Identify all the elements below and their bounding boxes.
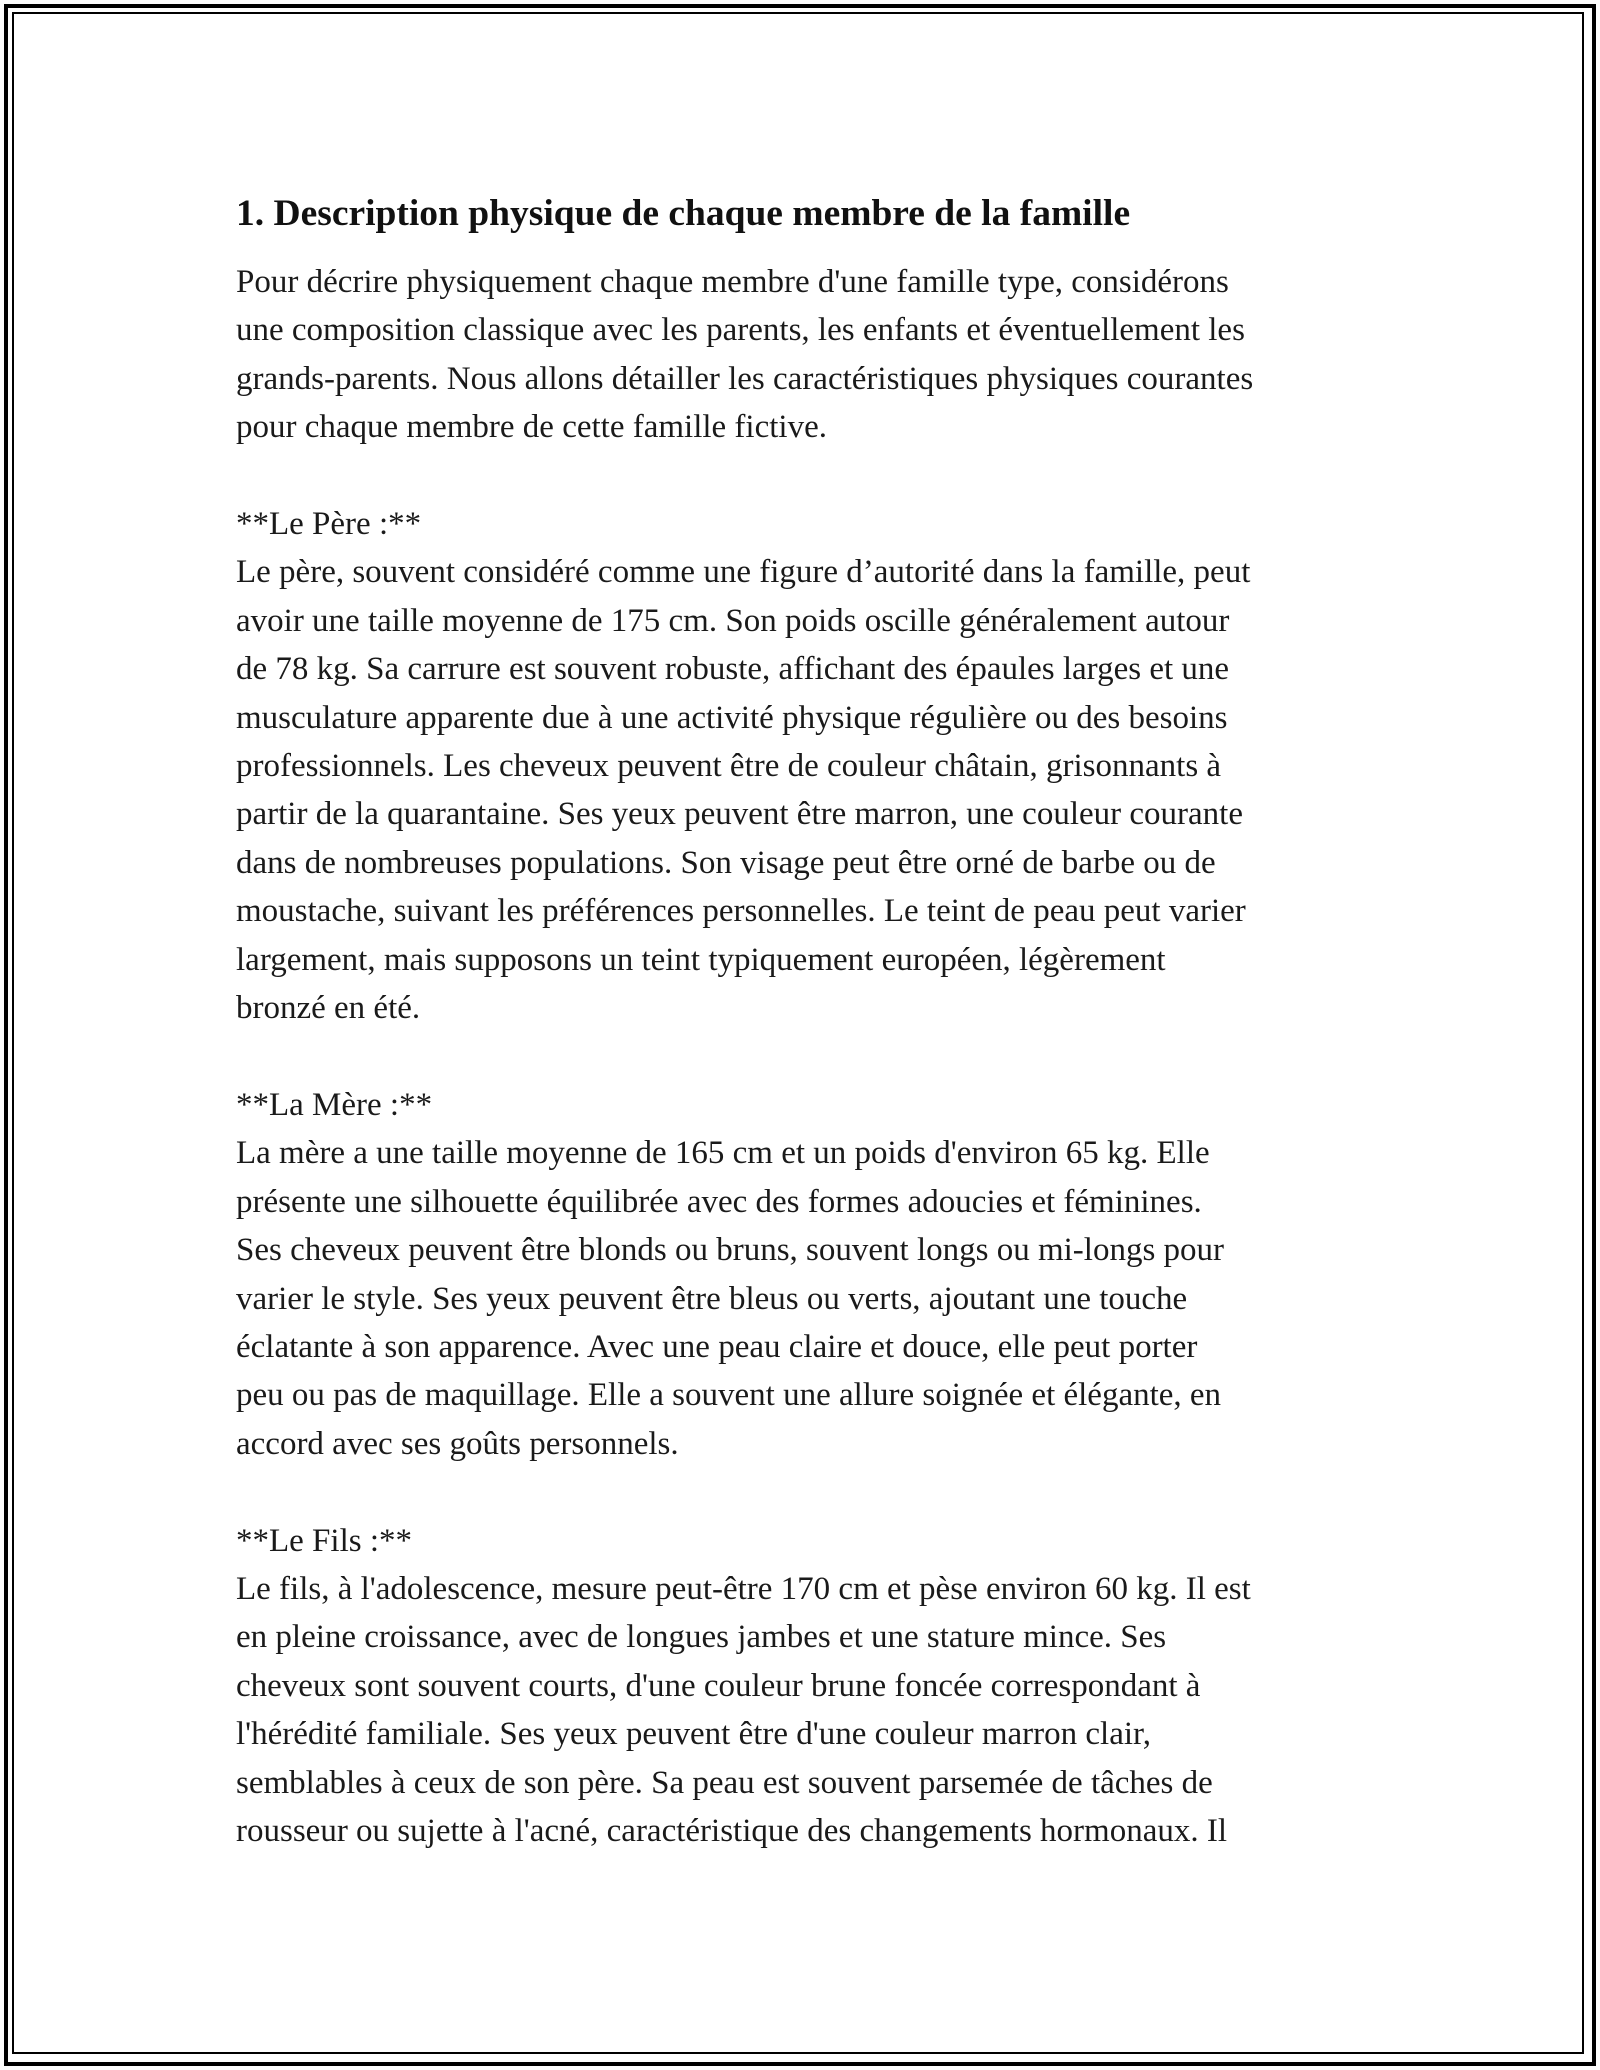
section-title: **La Mère :** bbox=[236, 1086, 433, 1123]
section-title: **Le Père :** bbox=[236, 506, 422, 543]
text-line: varier le style. Ses yeux peuvent être bleus ou verts, ajoutant une touche bbox=[236, 1280, 1188, 1317]
text-line: éclatante à son apparence. Avec une peau claire et douce, elle peut porter bbox=[236, 1328, 1198, 1365]
page-title: 1. Description physique de chaque membre de la famille bbox=[236, 193, 1131, 234]
section-title: **Le Fils :** bbox=[236, 1522, 413, 1559]
text-line: partir de la quarantaine. Ses yeux peuvent être marron, une couleur courante bbox=[236, 796, 1243, 833]
text-line: de 78 kg. Sa carrure est souvent robuste, affichant des épaules larges et une bbox=[236, 651, 1230, 688]
text-line: moustache, suivant les préférences personnelles. Le teint de peau peut varier bbox=[236, 893, 1246, 930]
text-line: largement, mais supposons un teint typiquement européen, légèrement bbox=[236, 941, 1166, 978]
text-line: pour chaque membre de cette famille fictive. bbox=[236, 409, 827, 446]
text-line: rousseur ou sujette à l'acné, caractéristique des changements hormonaux. Il bbox=[236, 1812, 1227, 1849]
text-line: dans de nombreuses populations. Son visage peut être orné de barbe ou de bbox=[236, 844, 1216, 881]
text-line: Le fils, à l'adolescence, mesure peut-être 170 cm et pèse environ 60 kg. Il est bbox=[236, 1570, 1251, 1607]
text-line: avoir une taille moyenne de 175 cm. Son poids oscille généralement autour bbox=[236, 602, 1230, 639]
section-fils bbox=[236, 1517, 1386, 1856]
intro-paragraph bbox=[236, 258, 1386, 452]
text-line: grands-parents. Nous allons détailler les caractéristiques physiques courantes bbox=[236, 360, 1254, 397]
text-line: Le père, souvent considéré comme une figure d’autorité dans la famille, peut bbox=[236, 554, 1251, 591]
text-line: l'hérédité familiale. Ses yeux peuvent être d'une couleur marron clair, bbox=[236, 1716, 1151, 1753]
document-body bbox=[236, 188, 1386, 1855]
paragraph-gap bbox=[236, 1468, 1386, 1516]
text-line: musculature apparente due à une activité physique régulière ou des besoins bbox=[236, 699, 1228, 736]
paragraph-gap bbox=[236, 452, 1386, 500]
paragraph-gap bbox=[236, 1032, 1386, 1080]
text-line: accord avec ses goûts personnels. bbox=[236, 1425, 679, 1462]
section-mere bbox=[236, 1081, 1386, 1468]
section-pere bbox=[236, 500, 1386, 1032]
text-line: une composition classique avec les parents, les enfants et éventuellement les bbox=[236, 312, 1245, 349]
text-line: La mère a une taille moyenne de 165 cm et un poids d'environ 65 kg. Elle bbox=[236, 1135, 1210, 1172]
text-line: cheveux sont souvent courts, d'une couleur brune foncée correspondant à bbox=[236, 1667, 1201, 1704]
text-line: en pleine croissance, avec de longues jambes et une stature mince. Ses bbox=[236, 1619, 1167, 1656]
text-line: Ses cheveux peuvent être blonds ou bruns, souvent longs ou mi-longs pour bbox=[236, 1232, 1225, 1269]
text-line: Pour décrire physiquement chaque membre d'une famille type, considérons bbox=[236, 264, 1229, 300]
text-line: bronzé en été. bbox=[236, 990, 421, 1027]
text-line: semblables à ceux de son père. Sa peau est souvent parsemée de tâches de bbox=[236, 1764, 1213, 1801]
text-line: professionnels. Les cheveux peuvent être de couleur châtain, grisonnants à bbox=[236, 748, 1222, 785]
text-line: présente une silhouette équilibrée avec des formes adoucies et féminines. bbox=[236, 1183, 1202, 1220]
text-line: peu ou pas de maquillage. Elle a souvent une allure soignée et élégante, en bbox=[236, 1377, 1222, 1414]
